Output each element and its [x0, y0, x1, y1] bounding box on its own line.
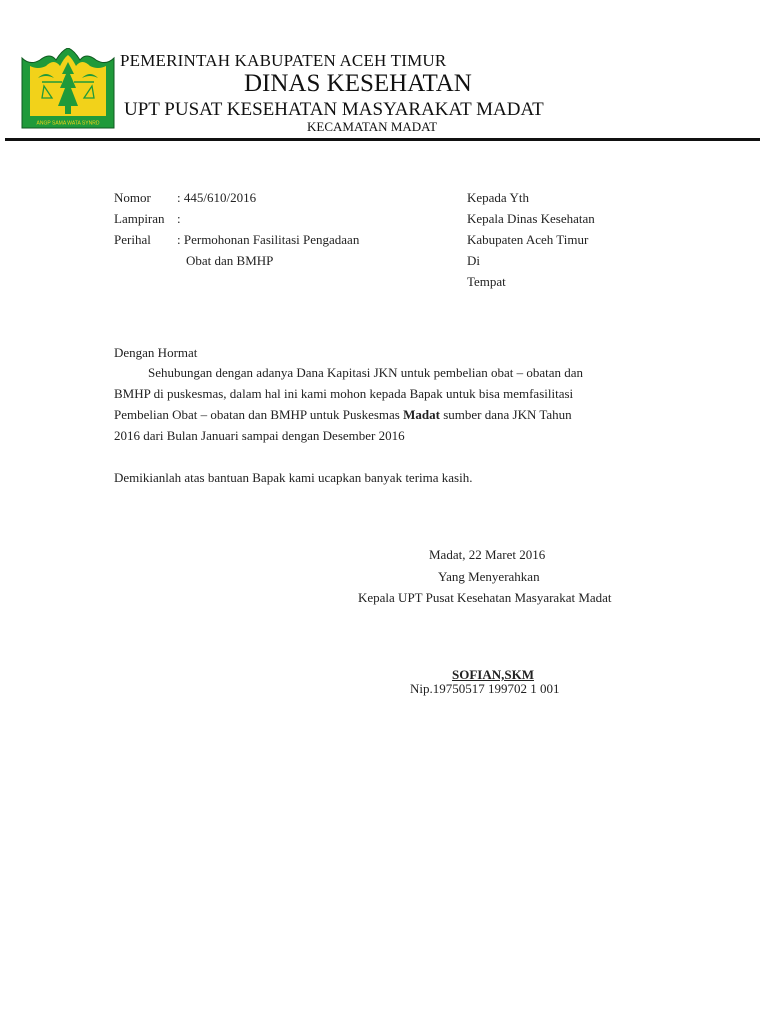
- recipient-line5: Tempat: [467, 274, 506, 289]
- place-date: Madat, 22 Maret 2016: [429, 547, 546, 562]
- letterhead-department: DINAS KESEHATAN: [244, 70, 472, 97]
- closing-line: Demikianlah atas bantuan Bapak kami ucapkan banyak terima kasih.: [114, 470, 473, 485]
- paragraph-line3-pre: Pembelian Obat – obatan dan BMHP untuk Puskesmas: [114, 407, 404, 422]
- aceh-timur-emblem: [18, 48, 118, 133]
- recipient-line2: Kepala Dinas Kesehatan: [467, 211, 595, 226]
- perihal-value-line2: Obat dan BMHP: [186, 253, 274, 268]
- signatory-role1: Yang Menyerahkan: [438, 569, 540, 584]
- signatory-role2: Kepala UPT Pusat Kesehatan Masyarakat Madat: [358, 590, 612, 605]
- signatory-nip: Nip.19750517 199702 1 001: [410, 681, 560, 696]
- salutation: Dengan Hormat: [114, 345, 198, 360]
- logo-caption: ANGP SAMA WATA SYNRD: [36, 120, 100, 127]
- lampiran-label: Lampiran: [114, 211, 165, 226]
- recipient-line1: Kepada Yth: [467, 190, 529, 205]
- nomor-label: Nomor: [114, 190, 151, 205]
- letterhead-government: PEMERINTAH KABUPATEN ACEH TIMUR: [120, 51, 447, 70]
- perihal-value-line1: : Permohonan Fasilitasi Pengadaan: [177, 232, 360, 247]
- paragraph-line3: [114, 407, 572, 423]
- recipient-line3: Kabupaten Aceh Timur: [467, 232, 589, 247]
- signatory-name: SOFIAN,SKM: [452, 667, 534, 682]
- paragraph-line3-post: sumber dana JKN Tahun: [439, 407, 572, 422]
- paragraph-line2: BMHP di puskesmas, dalam hal ini kami mohon kepada Bapak untuk bisa memfasilitasi: [114, 386, 574, 401]
- lampiran-value: :: [177, 211, 181, 226]
- paragraph-line1: Sehubungan dengan adanya Dana Kapitasi JKN untuk pembelian obat – obatan dan: [148, 365, 584, 380]
- recipient-line4: Di: [467, 253, 480, 268]
- perihal-label: Perihal: [114, 232, 151, 247]
- nomor-value: : 445/610/2016: [177, 190, 257, 205]
- puskesmas-name: Madat: [403, 407, 440, 422]
- letterhead-district: KECAMATAN MADAT: [307, 119, 438, 134]
- letterhead-divider: [5, 138, 760, 141]
- paragraph-line4: 2016 dari Bulan Januari sampai dengan Desember 2016: [114, 428, 405, 443]
- letterhead-unit: UPT PUSAT KESEHATAN MASYARAKAT MADAT: [124, 99, 544, 120]
